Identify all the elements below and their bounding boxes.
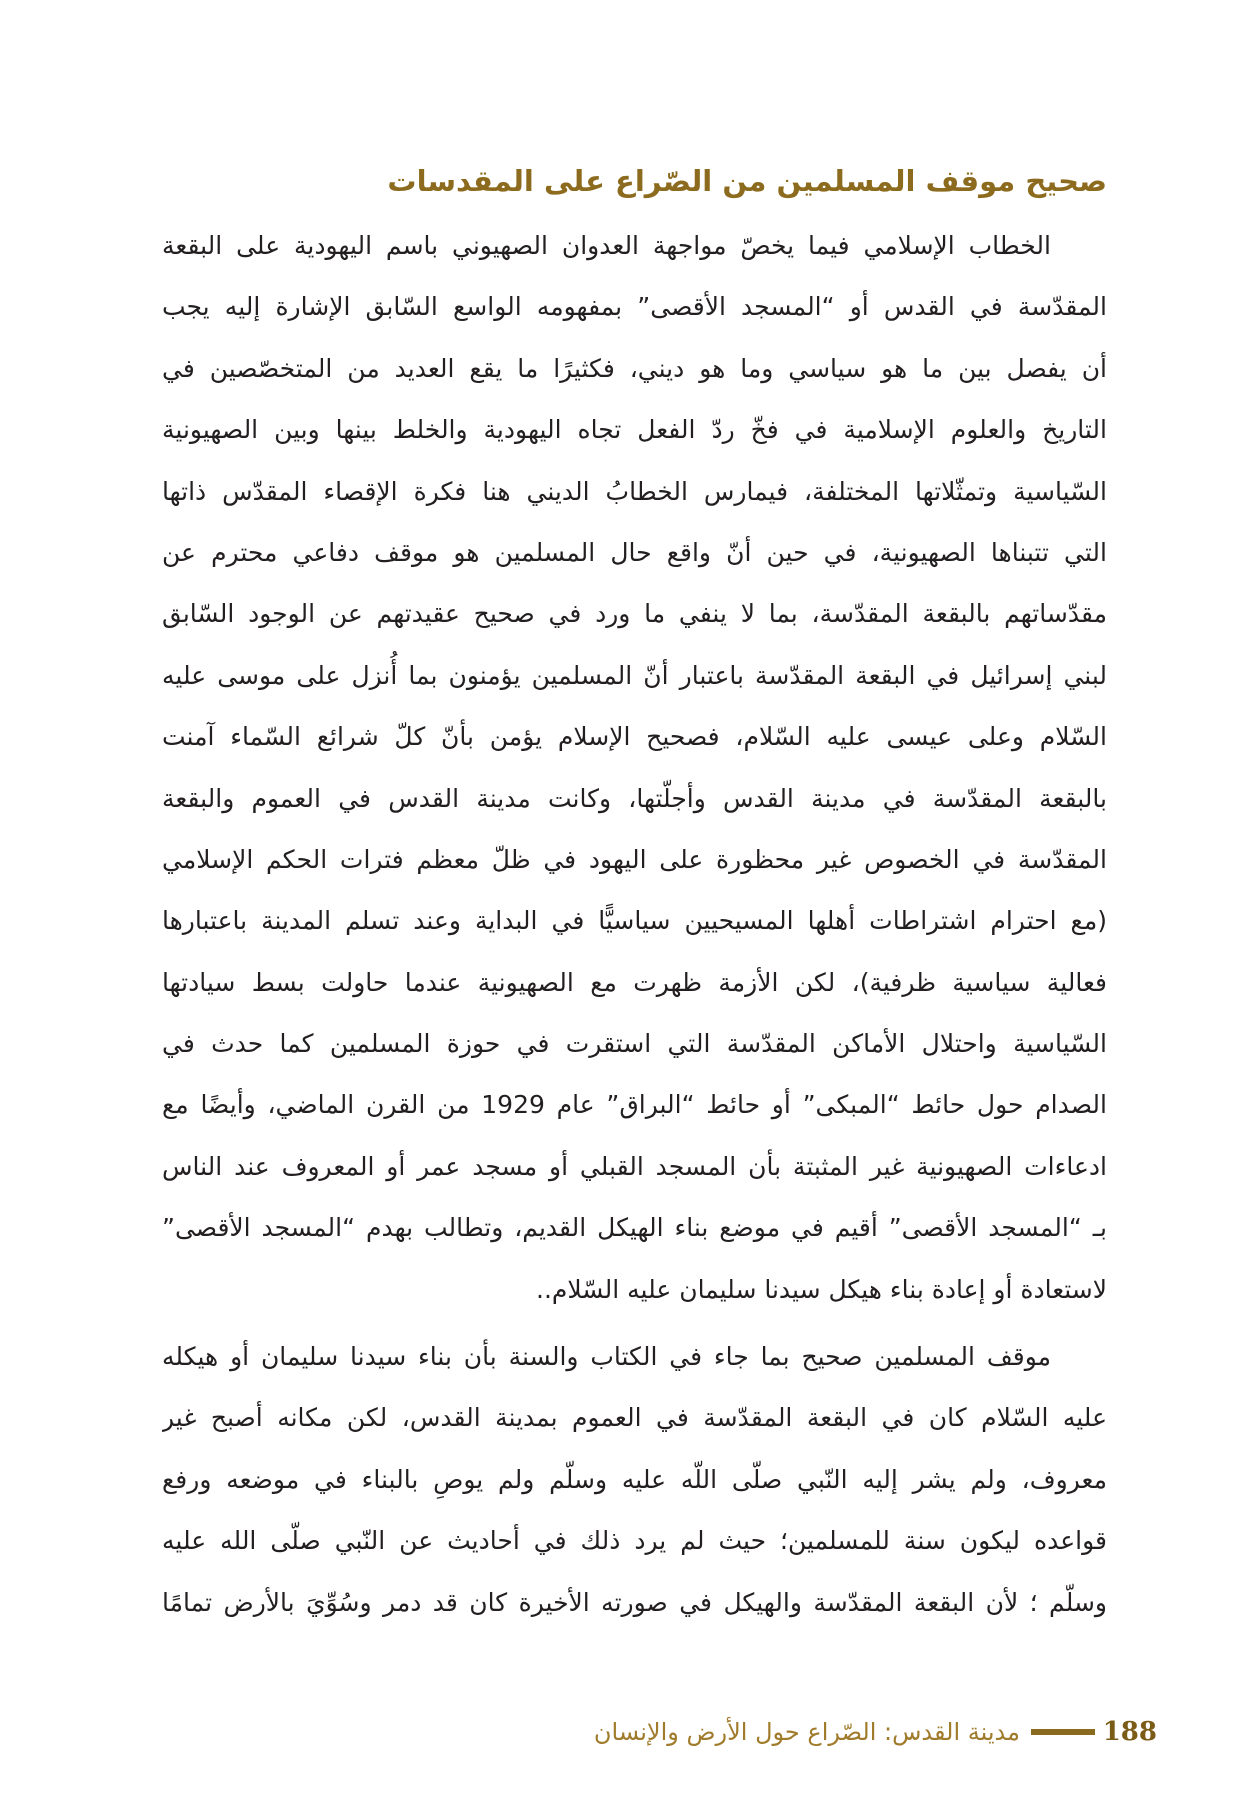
paragraph <box>162 215 1107 1320</box>
text-line: ادعاءات الصهيونية غير المثبتة بأن المسجد القبلي أو مسجد عمر أو المعروف عند الناس <box>162 1151 1107 1181</box>
text-line: الخطاب الإسلامي فيما يخصّ مواجهة العدوان الصهيوني باسم اليهودية على البقعة <box>162 231 1051 260</box>
section-heading: صحيح موقف المسلمين من الصّراع على المقدسات <box>387 164 1107 198</box>
body-text <box>162 215 1107 1633</box>
text-line: موقف المسلمين صحيح بما جاء في الكتاب والسنة بأن بناء سيدنا سليمان أو هيكله <box>162 1342 1051 1372</box>
paragraph <box>162 1326 1107 1633</box>
text-line: (مع احترام اشتراطات أهلها المسيحيين سياسيًّا في البداية وعند تسلم المدينة باعتبارها <box>162 906 1107 936</box>
text-line: وسلّم ؛ لأن البقعة المقدّسة والهيكل في صورته الأخيرة كان قد دمر وسُوِّيَ بالأرض تمامًا <box>162 1587 1107 1617</box>
text-line: لاستعادة أو إعادة بناء هيكل سيدنا سليمان عليه السّلام.. <box>536 1274 1107 1304</box>
text-line: الصدام حول حائط “المبكى” أو حائط “البراق” عام 1929 من القرن الماضي، وأيضًا مع <box>162 1090 1107 1120</box>
text-line: معروف، ولم يشر إليه النّبي صلّى اللّه عليه وسلّم ولم يوصِ بالبناء في موضعه ورفع <box>162 1464 1107 1494</box>
text-line: السّياسية وتمثّلاتها المختلفة، فيمارس الخطابُ الديني هنا فكرة الإقصاء المقدّس ذاتها <box>162 476 1107 506</box>
text-line: لبني إسرائيل في البقعة المقدّسة باعتبار أنّ المسلمين يؤمنون بما أُنزل على موسى عليه <box>162 660 1107 690</box>
text-line: مقدّساتهم بالبقعة المقدّسة، بما لا ينفي ما ورد في صحيح عقيدتهم عن الوجود السّابق <box>162 599 1107 629</box>
text-line: قواعده ليكون سنة للمسلمين؛ حيث لم يرد ذلك في أحاديث عن النّبي صلّى الله عليه <box>162 1526 1107 1556</box>
text-line: فعالية سياسية ظرفية)، لكن الأزمة ظهرت مع الصهيونية عندما حاولت بسط سيادتها <box>162 967 1107 997</box>
text-line: المقدّسة في الخصوص غير محظورة على اليهود في ظلّ معظم فترات الحكم الإسلامي <box>162 844 1107 874</box>
footer-rule <box>1031 1729 1095 1735</box>
page-number: 188 <box>1102 1717 1157 1747</box>
text-line: السّياسية واحتلال الأماكن المقدّسة التي استقرت في حوزة المسلمين كما حدث في <box>162 1029 1107 1059</box>
text-line: بـ “المسجد الأقصى” أقيم في موضع بناء الهيكل القديم، وتطالب بهدم “المسجد الأقصى” <box>162 1213 1107 1243</box>
running-title: مدينة القدس: الصّراع حول الأرض والإنسان <box>593 1718 1020 1746</box>
text-line: بالبقعة المقدّسة في مدينة القدس وأجلّتها، وكانت مدينة القدس في العموم والبقعة <box>162 783 1107 813</box>
text-line: المقدّسة في القدس أو “المسجد الأقصى” بمفهومه الواسع السّابق الإشارة إليه يجب <box>162 292 1107 322</box>
text-line: عليه السّلام كان في البقعة المقدّسة في العموم بمدينة القدس، لكن مكانه أصبح غير <box>162 1403 1107 1433</box>
text-line: التي تتبناها الصهيونية، في حين أنّ واقع حال المسلمين هو موقف دفاعي محترم عن <box>162 537 1107 567</box>
text-line: السّلام وعلى عيسى عليه السّلام، فصحيح الإسلام يؤمن بأنّ كلّ شرائع السّماء آمنت <box>162 722 1107 752</box>
text-line: التاريخ والعلوم الإسلامية في فخّ ردّ الفعل تجاه اليهودية والخلط بينها وبين الصهيونية <box>162 415 1107 445</box>
text-line: أن يفصل بين ما هو سياسي وما هو ديني، فكثيرًا ما يقع العديد من المتخصّصين في <box>162 353 1107 383</box>
